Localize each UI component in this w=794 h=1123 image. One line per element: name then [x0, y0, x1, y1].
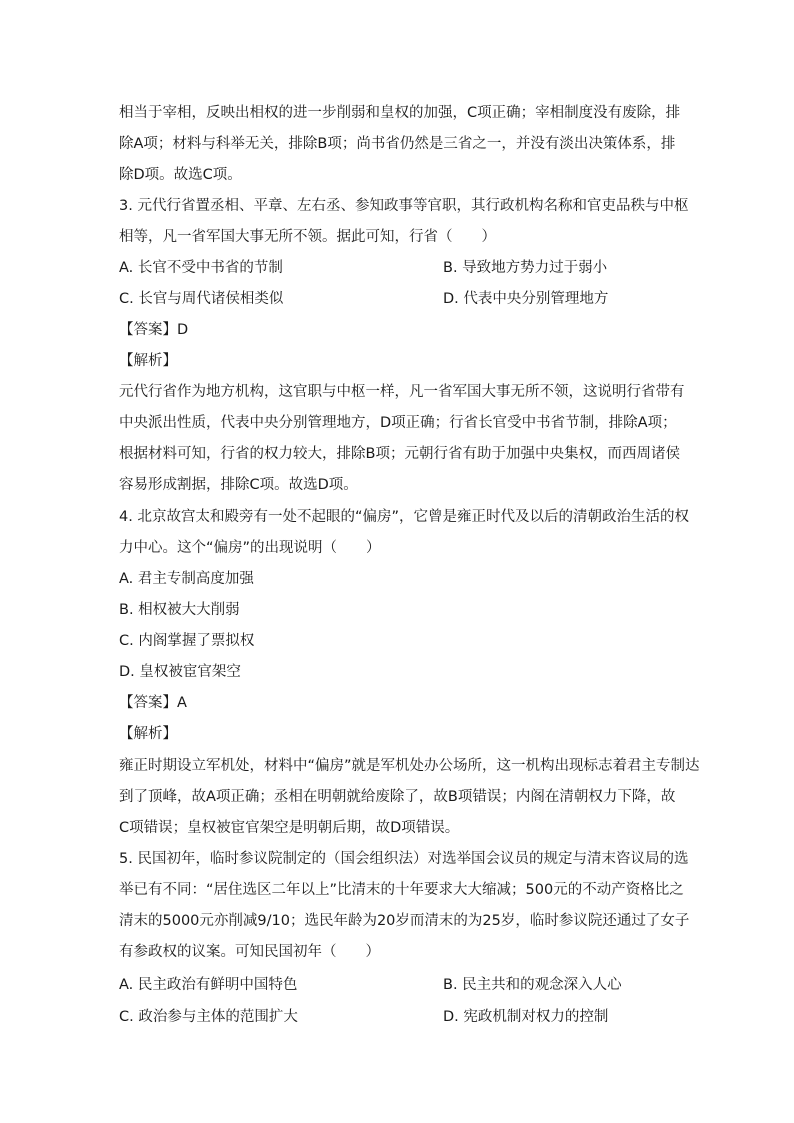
q4-stem-line-1: 4. 北京故宫太和殿旁有一处不起眼的“偏房”，它曾是雍正时代及以后的清朝政治生活的权	[119, 509, 689, 525]
intro-line-3: 除D项。故选C项。	[119, 167, 242, 183]
q5-stem-line-3: 清末的5000元亦削减9/10；选民年龄为20岁而清末的为25岁，临时参议院还通过了女子	[119, 913, 690, 929]
q4-analysis-label: 【解析】	[119, 726, 177, 742]
q5-stem-line-2: 举已有不同：“居住选区二年以上”比清末的十年要求大大缩减；500元的不动产资格比之	[119, 882, 684, 898]
q4-option-a: A. 君主专制高度加强	[119, 571, 254, 587]
q3-option-b: B. 导致地方势力过于弱小	[443, 260, 608, 276]
q4-analysis-line-2: 到了顶峰，故A项正确；丞相在明朝就给废除了，故B项错误；内阁在清朝权力下降，故	[119, 789, 676, 805]
q3-answer: 【答案】D	[119, 322, 189, 338]
q5-option-c: C. 政治参与主体的范围扩大	[119, 1009, 298, 1025]
q3-analysis-line-3: 根据材料可知，行省的权力较大，排除B项；元朝行省有助于加强中央集权，而西周诸侯	[119, 446, 680, 462]
q4-option-c: C. 内阁掌握了票拟权	[119, 633, 255, 649]
q5-stem-line-1: 5. 民国初年，临时参议院制定的（国会组织法）对选举国会议员的规定与清末咨议局的选	[119, 851, 689, 867]
intro-line-2: 除A项；材料与科举无关，排除B项；尚书省仍然是三省之一，并没有淡出决策体系，排	[119, 136, 676, 152]
q5-option-a: A. 民主政治有鲜明中国特色	[119, 977, 298, 993]
q3-analysis-line-2: 中央派出性质，代表中央分别管理地方，D项正确；行省长官受中书省节制，排除A项；	[119, 415, 677, 431]
q4-option-b: B. 相权被大大削弱	[119, 602, 240, 618]
q3-analysis-line-1: 元代行省作为地方机构，这官职与中枢一样，凡一省军国大事无所不领，这说明行省带有	[119, 384, 685, 400]
q5-stem-line-4: 有参政权的议案。可知民国初年（ ）	[119, 944, 380, 960]
q4-stem-line-2: 力中心。这个“偏房”的出现说明（ ）	[119, 540, 381, 556]
q4-analysis-line-1: 雍正时期设立军机处，材料中“偏房”就是军机处办公场所，这一机构出现标志着君主专制达	[119, 758, 700, 774]
intro-line-1: 相当于宰相，反映出相权的进一步削弱和皇权的加强，C项正确；宰相制度没有废除，排	[119, 105, 681, 121]
q3-stem-line-2: 相等，凡一省军国大事无所不领。据此可知，行省（ ）	[119, 229, 496, 245]
q3-analysis-line-4: 容易形成割据，排除C项。故选D项。	[119, 477, 358, 493]
q3-option-c: C. 长官与周代诸侯相类似	[119, 291, 284, 307]
q4-option-d: D. 皇权被宦官架空	[119, 664, 241, 680]
q3-option-d: D. 代表中央分别管理地方	[443, 291, 609, 307]
q3-analysis-label: 【解析】	[119, 353, 177, 369]
q4-answer: 【答案】A	[119, 695, 187, 711]
q5-option-b: B. 民主共和的观念深入人心	[443, 977, 622, 993]
q5-option-d: D. 宪政机制对权力的控制	[443, 1009, 609, 1025]
q3-stem-line-1: 3. 元代行省置丞相、平章、左右丞、参知政事等官职，其行政机构名称和官吏品秩与中枢	[119, 198, 689, 214]
q4-analysis-line-3: C项错误；皇权被宦官架空是明朝后期，故D项错误。	[119, 820, 460, 836]
q3-option-a: A. 长官不受中书省的节制	[119, 260, 283, 276]
